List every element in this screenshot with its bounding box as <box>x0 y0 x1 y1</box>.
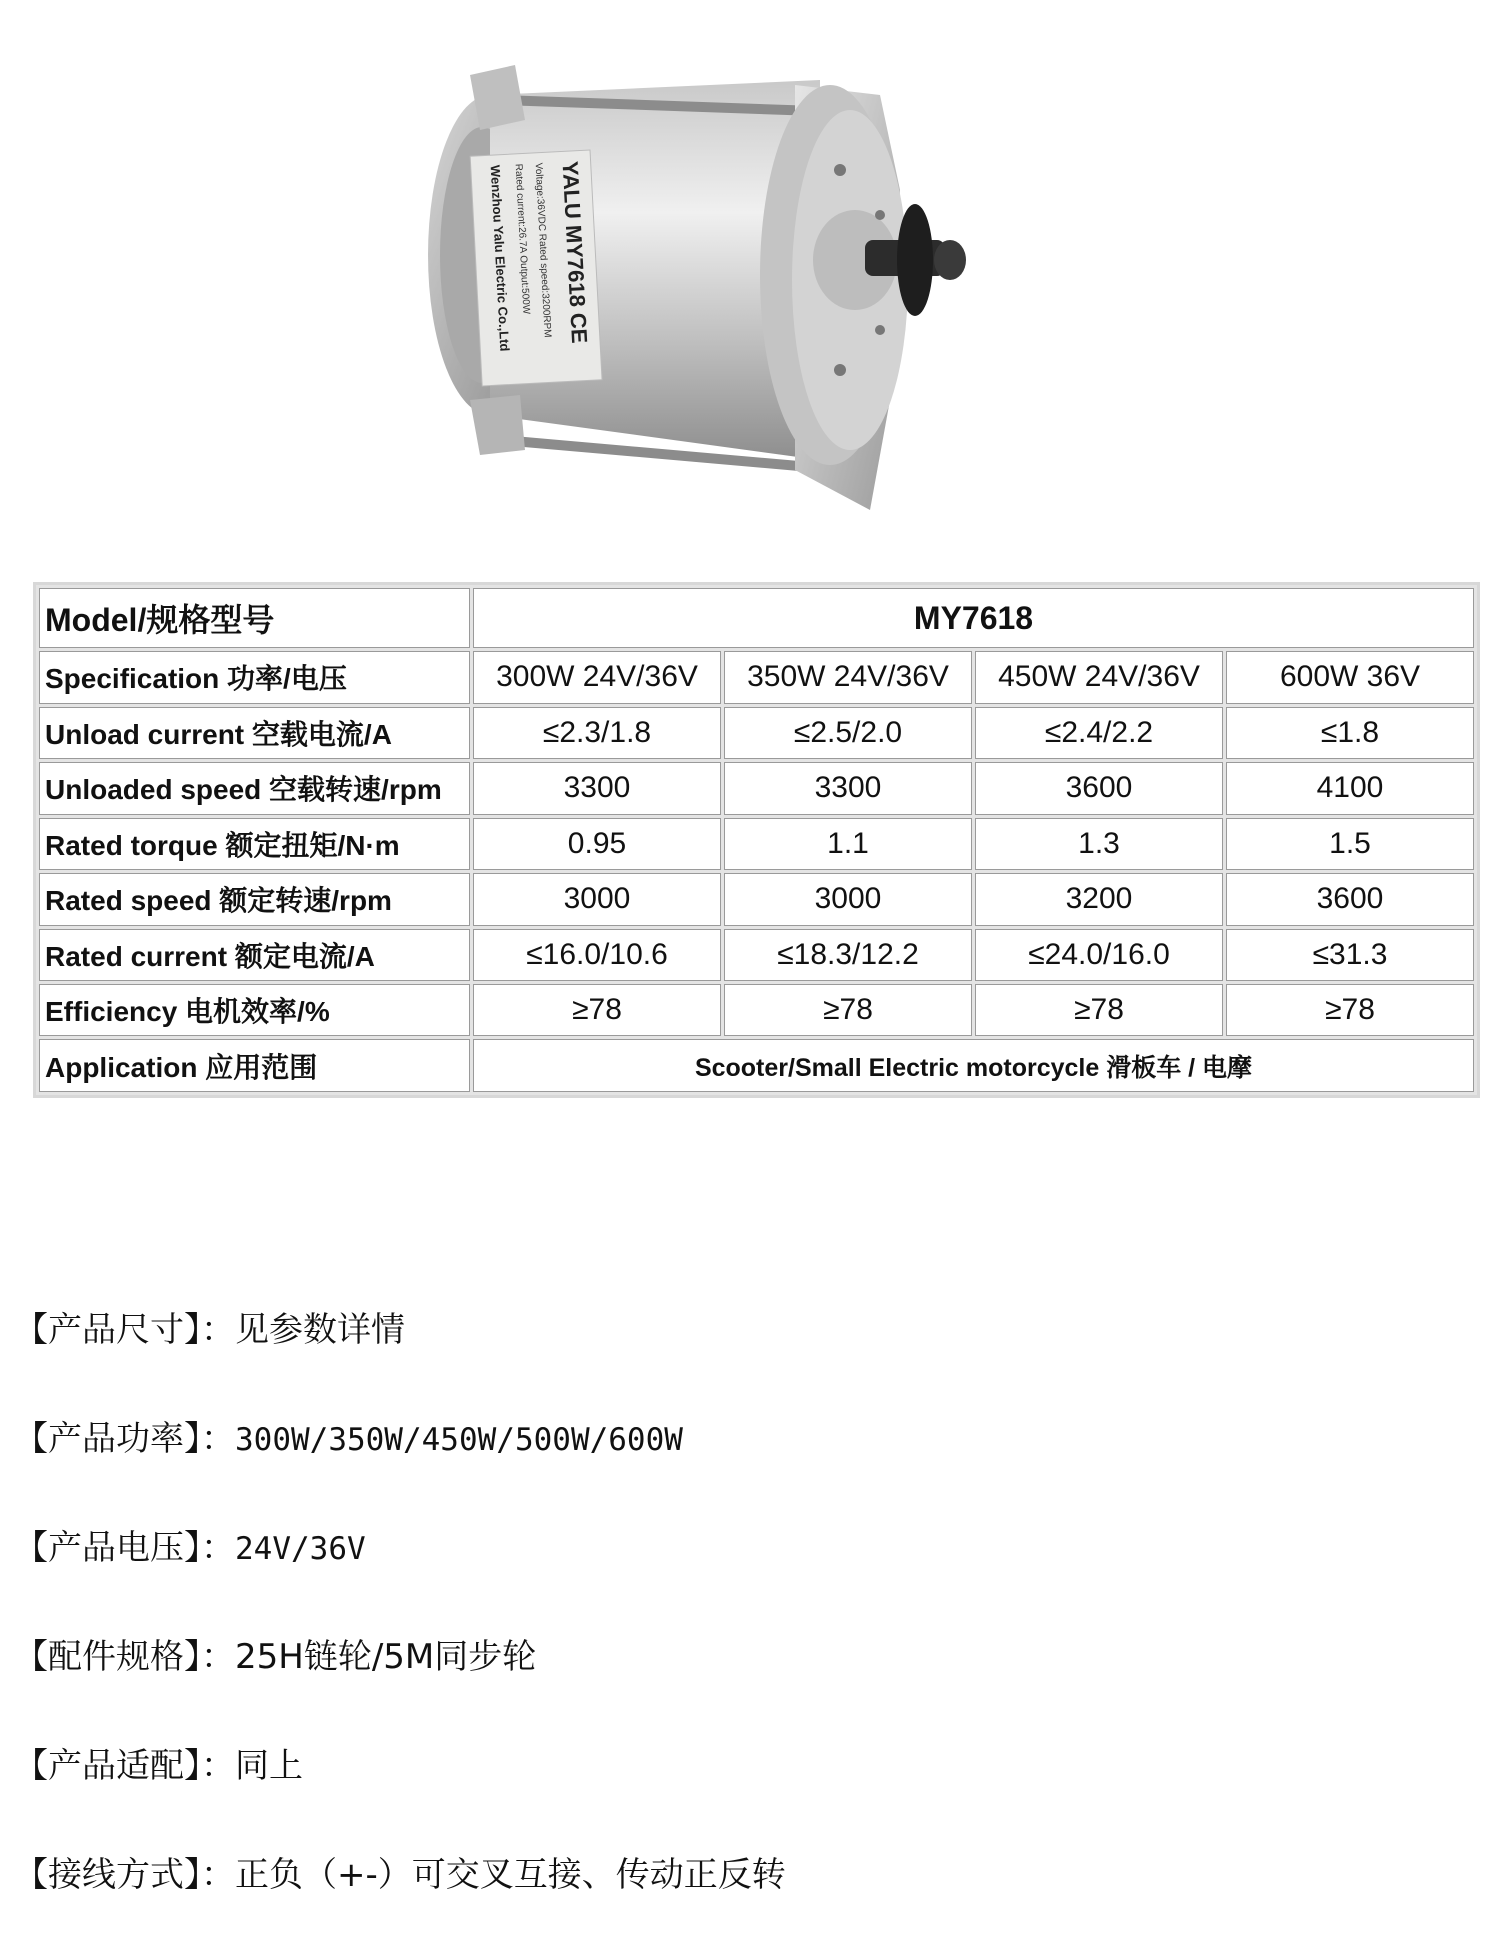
nameplate-line-1: YALU MY7618 CE <box>557 160 593 345</box>
table-cell: ≤24.0/16.0 <box>974 927 1225 982</box>
table-row <box>38 983 1476 1038</box>
table-cell: 600W 36V <box>1225 650 1476 705</box>
info-label: 【产品尺寸】： <box>14 1310 235 1350</box>
table-row <box>38 761 1476 816</box>
info-line-accessory <box>14 1627 786 1736</box>
spec-table <box>36 585 1477 1095</box>
nameplate-line-2: Voltage:36VDC Rated speed:3200RPM <box>532 162 553 338</box>
application-label: Application 应用范围 <box>38 1038 472 1094</box>
table-cell: ≥78 <box>974 983 1225 1038</box>
table-cell: 0.95 <box>472 816 723 871</box>
table-cell: ≥78 <box>472 983 723 1038</box>
table-row-model <box>38 587 1476 650</box>
row-label: Rated torque 额定扭矩/N·m <box>38 816 472 871</box>
info-value: 25H链轮/5M同步轮 <box>235 1637 537 1677</box>
table-cell: 3300 <box>472 761 723 816</box>
info-value: 300W/350W/450W/500W/600W <box>235 1422 683 1458</box>
product-info-list <box>14 1300 786 1954</box>
table-cell: 3200 <box>974 872 1225 927</box>
table-cell: ≤2.4/2.2 <box>974 705 1225 760</box>
table-row <box>38 705 1476 760</box>
info-label: 【接线方式】： <box>14 1855 235 1895</box>
table-cell: ≤31.3 <box>1225 927 1476 982</box>
row-label: Unloaded speed 空载转速/rpm <box>38 761 472 816</box>
table-cell: 1.5 <box>1225 816 1476 871</box>
table-cell: 1.3 <box>974 816 1225 871</box>
model-label: Model/规格型号 <box>38 587 472 650</box>
info-label: 【产品功率】： <box>14 1419 235 1459</box>
info-line-fit <box>14 1736 786 1845</box>
info-value: 24V/36V <box>235 1531 366 1567</box>
table-cell: 3600 <box>1225 872 1476 927</box>
nameplate-line-3: Rated current:26.7A Output:500W <box>512 163 532 315</box>
table-cell: 1.1 <box>723 816 974 871</box>
table-row <box>38 650 1476 705</box>
row-label: Efficiency 电机效率/% <box>38 983 472 1038</box>
info-line-size <box>14 1300 786 1409</box>
info-line-power <box>14 1409 786 1518</box>
table-cell: 3300 <box>723 761 974 816</box>
model-value: MY7618 <box>472 587 1476 650</box>
table-cell: ≤1.8 <box>1225 705 1476 760</box>
info-value: 正负（+-）可交叉互接、传动正反转 <box>235 1855 786 1895</box>
table-cell: 3000 <box>723 872 974 927</box>
info-value: 见参数详情 <box>235 1310 405 1350</box>
row-label: Unload current 空载电流/A <box>38 705 472 760</box>
table-cell: 450W 24V/36V <box>974 650 1225 705</box>
application-value: Scooter/Small Electric motorcycle 滑板车 / 电摩 <box>472 1038 1476 1094</box>
table-row-application <box>38 1038 1476 1094</box>
nameplate-line-4: Wenzhou Yalu Electric Co.,Ltd <box>487 164 513 352</box>
table-cell: ≤2.3/1.8 <box>472 705 723 760</box>
table-cell: ≥78 <box>1225 983 1476 1038</box>
info-value: 同上 <box>235 1746 303 1786</box>
table-row <box>38 927 1476 982</box>
info-line-wiring <box>14 1845 786 1954</box>
table-cell: ≤18.3/12.2 <box>723 927 974 982</box>
table-cell: 300W 24V/36V <box>472 650 723 705</box>
table-cell: ≤16.0/10.6 <box>472 927 723 982</box>
row-label: Rated speed 额定转速/rpm <box>38 872 472 927</box>
info-line-voltage <box>14 1518 786 1627</box>
info-label: 【配件规格】： <box>14 1637 235 1677</box>
table-cell: 350W 24V/36V <box>723 650 974 705</box>
table-cell: ≥78 <box>723 983 974 1038</box>
table-row <box>38 816 1476 871</box>
motor-photo <box>410 40 1140 560</box>
info-label: 【产品电压】： <box>14 1528 235 1568</box>
table-row <box>38 872 1476 927</box>
row-label: Rated current 额定电流/A <box>38 927 472 982</box>
row-label: Specification 功率/电压 <box>38 650 472 705</box>
table-cell: 3000 <box>472 872 723 927</box>
table-cell: 3600 <box>974 761 1225 816</box>
table-cell: 4100 <box>1225 761 1476 816</box>
info-label: 【产品适配】： <box>14 1746 235 1786</box>
table-cell: ≤2.5/2.0 <box>723 705 974 760</box>
